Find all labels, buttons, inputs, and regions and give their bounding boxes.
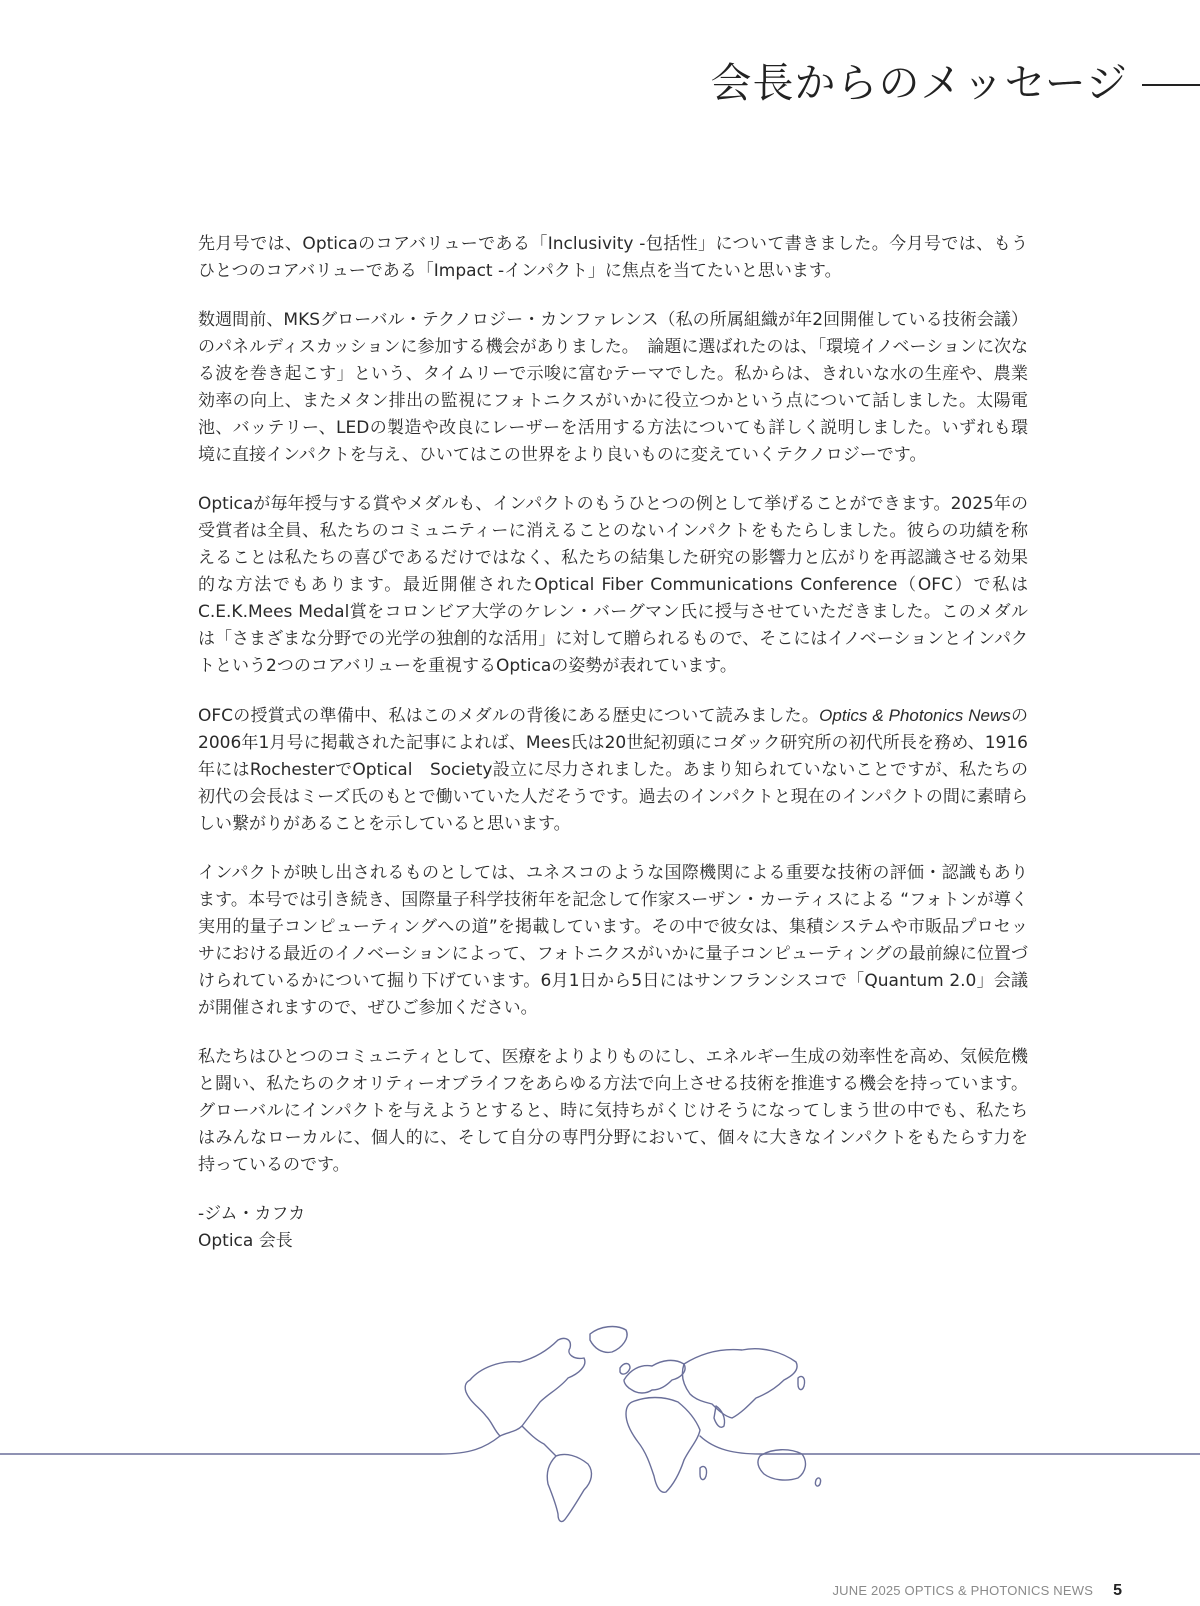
paragraph-4 [198, 702, 1028, 838]
page-footer [832, 1582, 1122, 1600]
footer-publication: JUNE 2025 OPTICS & PHOTONICS NEWS [832, 1583, 1094, 1598]
south-america-outline [547, 1454, 591, 1521]
paragraph-4-lead: OFCの授賞式の準備中、私はこのメダルの背後にある歴史について読みました。 [198, 706, 820, 726]
horizon-line-left [0, 1436, 500, 1454]
paragraph-5: インパクトが映し出されるものとしては、ユネスコのような国際機関による重要な技術の評価・認識もあります。本号では引き続き、国際量子科学技術年を記念して作家スーザン・カーティスによる “フォトンが導く実用的量子コンピューティングへの道”を掲載しています。その中で彼女は、集積システムや市販品プロセッサにおける最近のイノベーションによって、フォトニクスがいかに量子コンピューティングの最前線に位置づけられているかについて掘り下げています。6月1日から5日にはサンフランシスコで「Quantum 2.0」会議が開催されますので、ぜひご参加ください。 [198, 863, 1028, 1018]
message-article [198, 231, 1028, 1255]
signature-name: -ジム・カフカ [198, 1204, 306, 1224]
madagascar-outline [700, 1466, 707, 1479]
japan-outline [798, 1376, 805, 1389]
world-map-line-illustration [0, 1318, 1200, 1528]
signature-block [198, 1201, 1028, 1255]
page-title: 会長からのメッセージ [710, 59, 1128, 107]
europe-outline [624, 1360, 685, 1393]
uk-outline [620, 1364, 630, 1375]
north-america-outline [465, 1338, 585, 1436]
horizon-line-right [700, 1436, 1200, 1454]
paragraph-4-rest: の2006年1月号に掲載された記事によれば、Mees氏は20世紀初頭にコダック研究所の初代所長を務め、1916年にはRochesterでOptical Society設立に尽力されました。あまり知られていないことですが、私たちの初代の会長はミーズ氏のもとで働いていた人だそうです。過去のインパクトと現在のインパクトの間に素晴らしい繋がりがあることを示していると思います。 [198, 706, 1028, 834]
paragraph-3: Opticaが毎年授与する賞やメダルも、インパクトのもうひとつの例として挙げることができます。2025年の受賞者は全員、私たちのコミュニティーに消えることのないインパクトをもたらしました。彼らの功績を称えることは私たちの喜びであるだけではなく、私たちの結集した研究の影響力と広がりを再認識させる効果的な方法でもあります。最近開催されたOptical Fiber Communications Conference（OFC）で私はC.E.K.Mees Medal賞をコロンビア大学のケレン・バーグマン氏に授与させていただきました。このメダルは「さまざまな分野での光学の独創的な活用」に対して贈られるもので、そこにはイノベーションとインパクトという2つのコアバリューを重視するOpticaの姿勢が表れています。 [198, 494, 1028, 676]
page-header [710, 50, 1200, 109]
india-outline [714, 1406, 725, 1427]
asia-outline [682, 1349, 797, 1418]
publication-title-italic: Optics & Photonics News [819, 706, 1011, 725]
paragraph-2: 数週間前、MKSグローバル・テクノロジー・カンファレンス（私の所属組織が年2回開催している技術会議）のパネルディスカッションに参加する機会がありました。 論題に選ばれたのは、「環境イノベーションに次なる波を巻き起こす」という、タイムリーで示唆に富むテーマでした。私からは、きれいな水の生産や、農業効率の向上、またメタン排出の監視にフォトニクスがいかに役立つかという点について話しました。太陽電池、バッテリー、LEDの製造や改良にレーザーを活用する方法についても詳しく説明しました。いずれも環境に直接インパクトを与え、ひいてはこの世界をより良いものに変えていくテクノロジーです。 [198, 310, 1028, 465]
paragraph-1: 先月号では、Opticaのコアバリューである「Inclusivity -包括性」について書きました。今月号では、もうひとつのコアバリューである「Impact -インパクト」に焦点を当てたいと思います。 [198, 234, 1028, 281]
africa-outline [626, 1398, 700, 1493]
title-rule [1142, 84, 1200, 86]
paragraph-6: 私たちはひとつのコミュニティとして、医療をよりよりものにし、エネルギー生成の効率性を高め、気候危機と闘い、私たちのクオリティーオブライフをあらゆる方法で向上させる技術を推進する機会を持っています。グローバルにインパクトを与えようとすると、時に気持ちがくじけそうになってしまう世の中でも、私たちはみんなローカルに、個人的に、そして自分の専門分野において、個々に大きなインパクトをもたらす力を持っているのです。 [198, 1047, 1028, 1175]
greenland-outline [590, 1327, 627, 1353]
central-america-outline [522, 1426, 556, 1456]
signature-role: Optica 会長 [198, 1231, 293, 1251]
page-number: 5 [1113, 1582, 1122, 1599]
new-zealand-outline [815, 1478, 820, 1486]
